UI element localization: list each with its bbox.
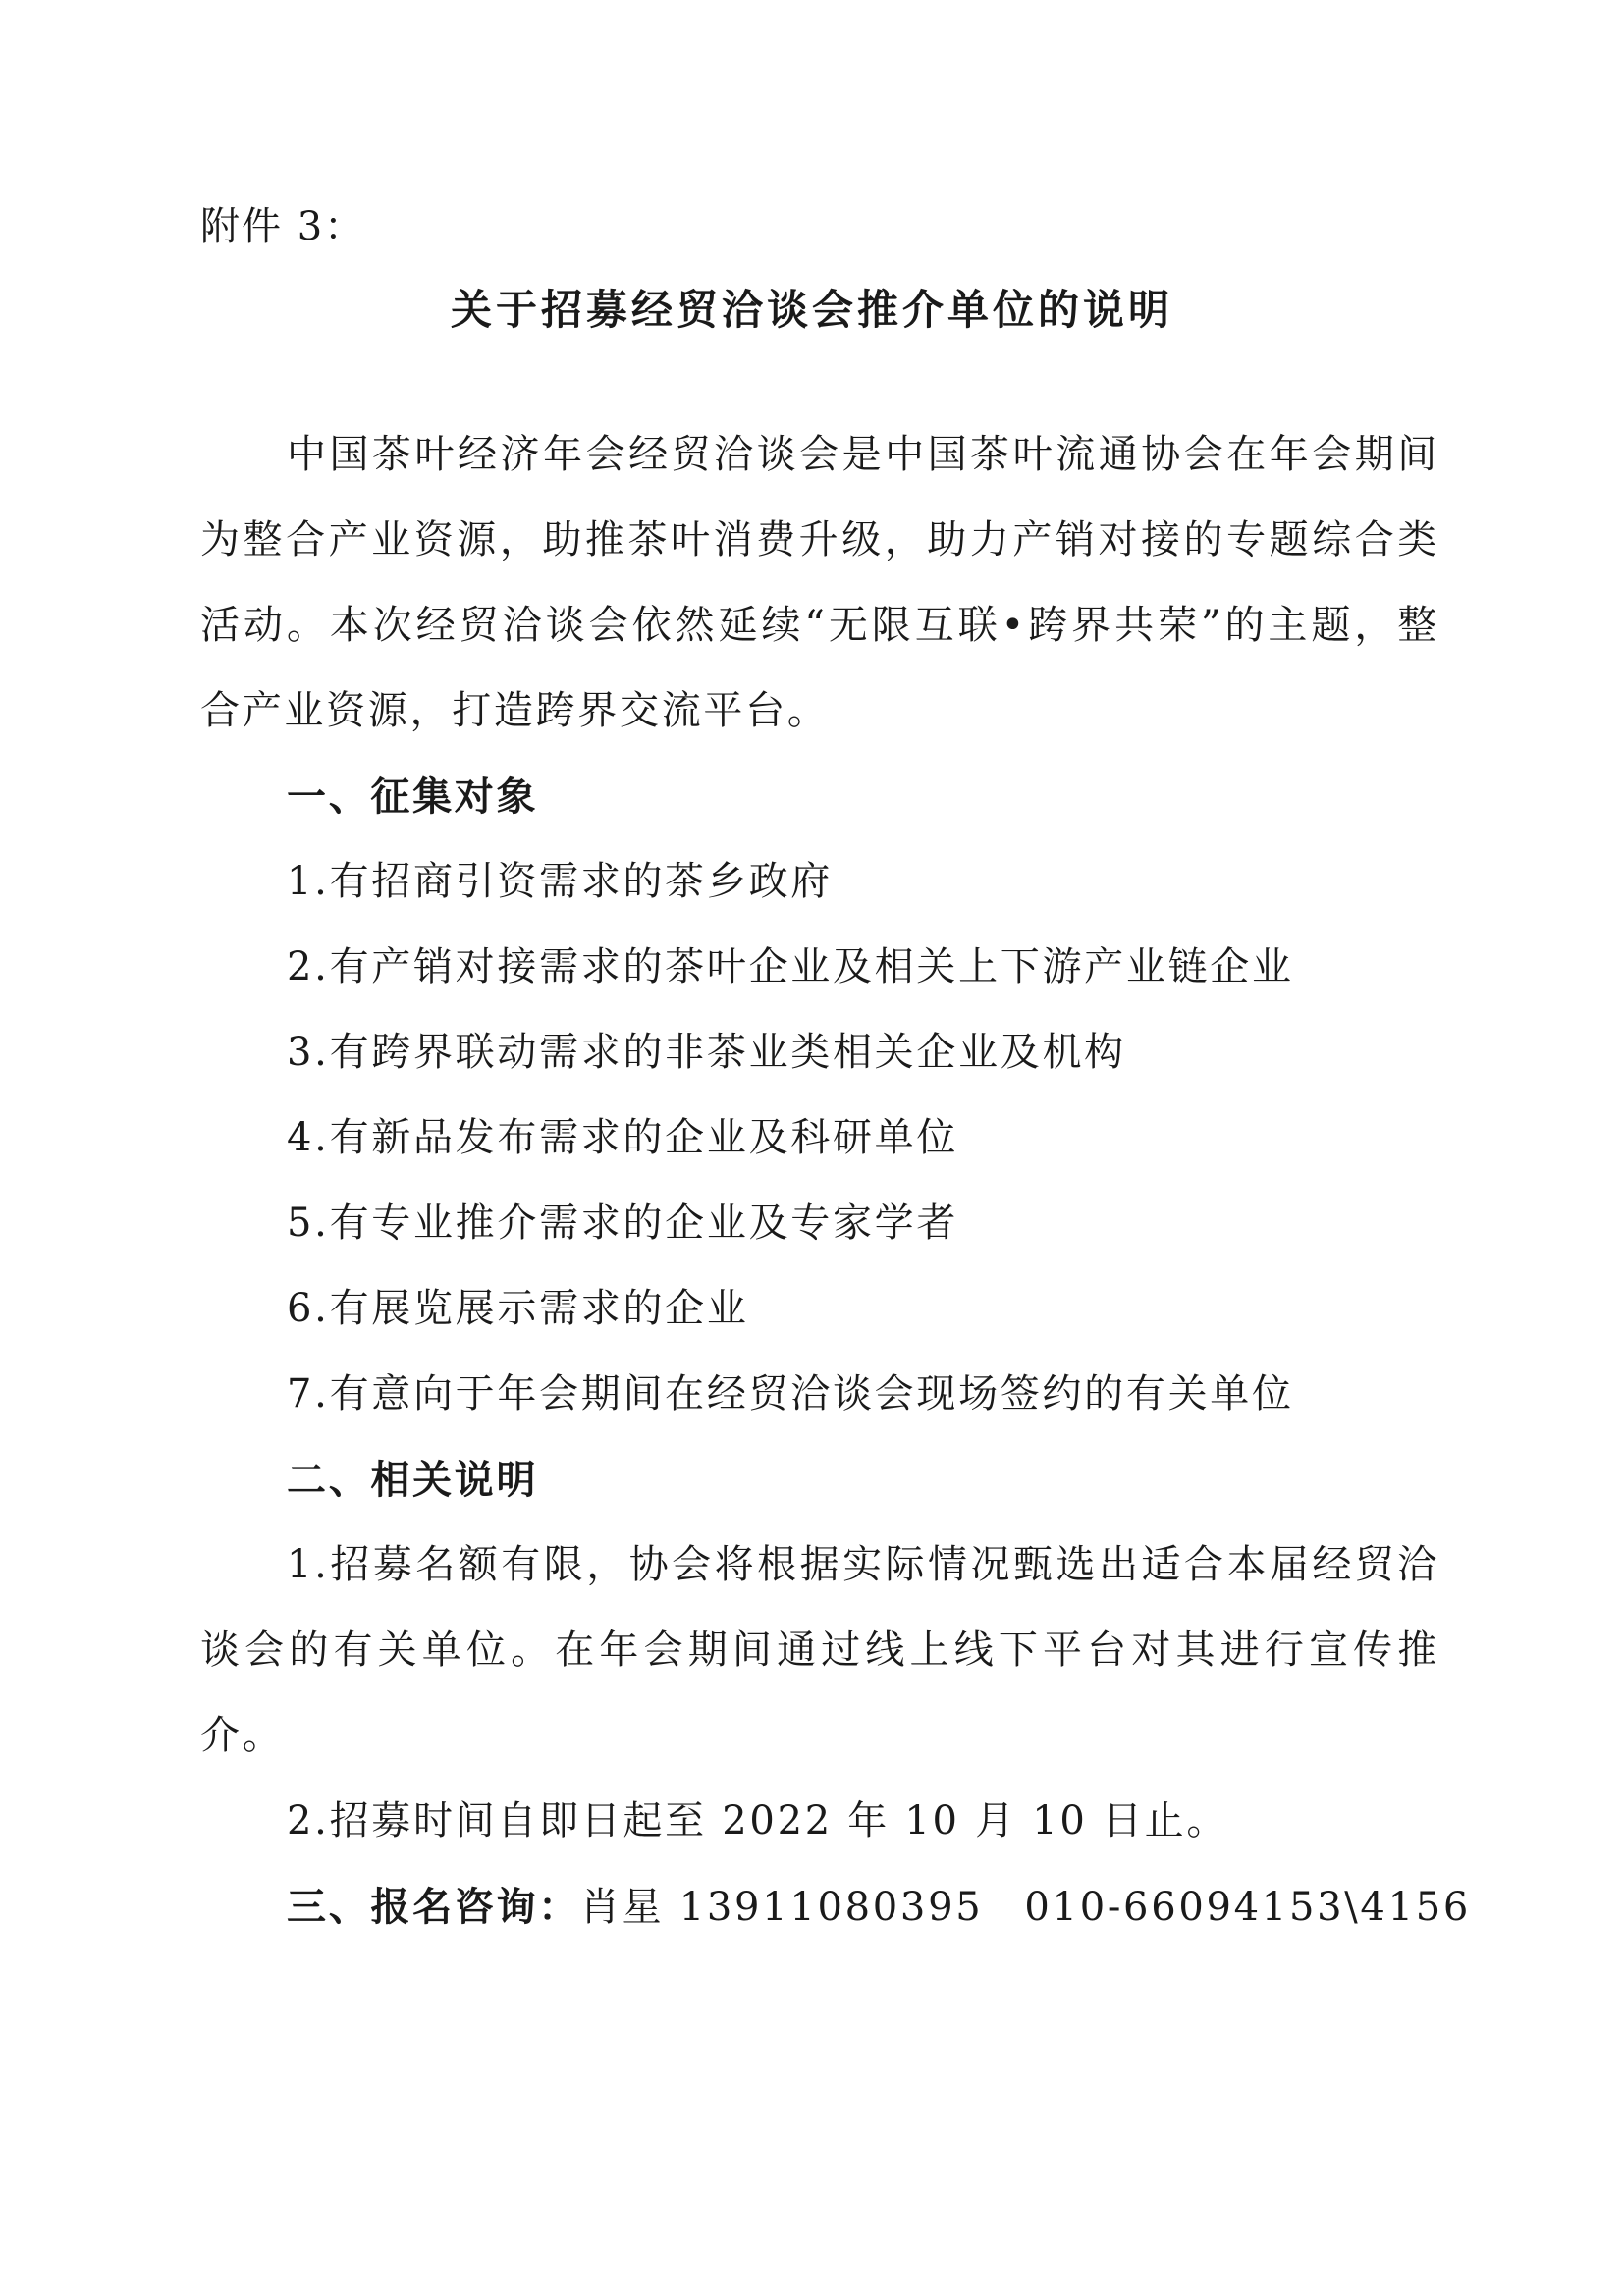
intro-paragraph: 中国茶叶经济年会经贸洽谈会是中国茶叶流通协会在年会期间为整合产业资源，助推茶叶消费升级，助力产销对接的专题综合类活动。本次经贸洽谈会依然延续“无限互联•跨界共荣”的主题，整合产业资源，打造跨界交流平台。: [200, 432, 1439, 733]
section-heading-notes: 二、相关说明: [287, 1457, 539, 1503]
notes-deadline: 2.招募时间自即日起至 2022 年 10 月 10 日止。: [287, 1798, 1229, 1843]
contact-line: [200, 1864, 1472, 1950]
section-heading-contact: 三、报名咨询：: [287, 1884, 580, 1930]
document-body: [200, 412, 1472, 1950]
contact-mobile: 13911080395: [678, 1885, 984, 1930]
list-item: 5.有专业推介需求的企业及专家学者: [287, 1201, 959, 1246]
contact-office-phone: 010-66094153\4156: [1024, 1885, 1472, 1930]
list-item: 7.有意向于年会期间在经贸洽谈会现场签约的有关单位: [287, 1371, 1294, 1416]
attachment-label: 附件 3：: [200, 204, 366, 249]
list-item: 3.有跨界联动需求的非茶业类相关企业及机构: [287, 1030, 1126, 1075]
list-item: 2.有产销对接需求的茶叶企业及相关上下游产业链企业: [287, 944, 1294, 989]
list-item: 6.有展览展示需求的企业: [287, 1286, 749, 1331]
section-heading-collection-targets: 一、征集对象: [287, 774, 539, 820]
contact-name: 肖星: [579, 1885, 665, 1930]
notes-paragraph: 1.招募名额有限，协会将根据实际情况甄选出适合本届经贸洽谈会的有关单位。在年会期间通过线上线下平台对其进行宣传推介。: [200, 1542, 1439, 1758]
document-title: 关于招募经贸洽谈会推介单位的说明: [450, 286, 1173, 334]
list-item: 4.有新品发布需求的企业及科研单位: [287, 1115, 959, 1160]
list-item: 1.有招商引资需求的茶乡政府: [287, 859, 833, 904]
